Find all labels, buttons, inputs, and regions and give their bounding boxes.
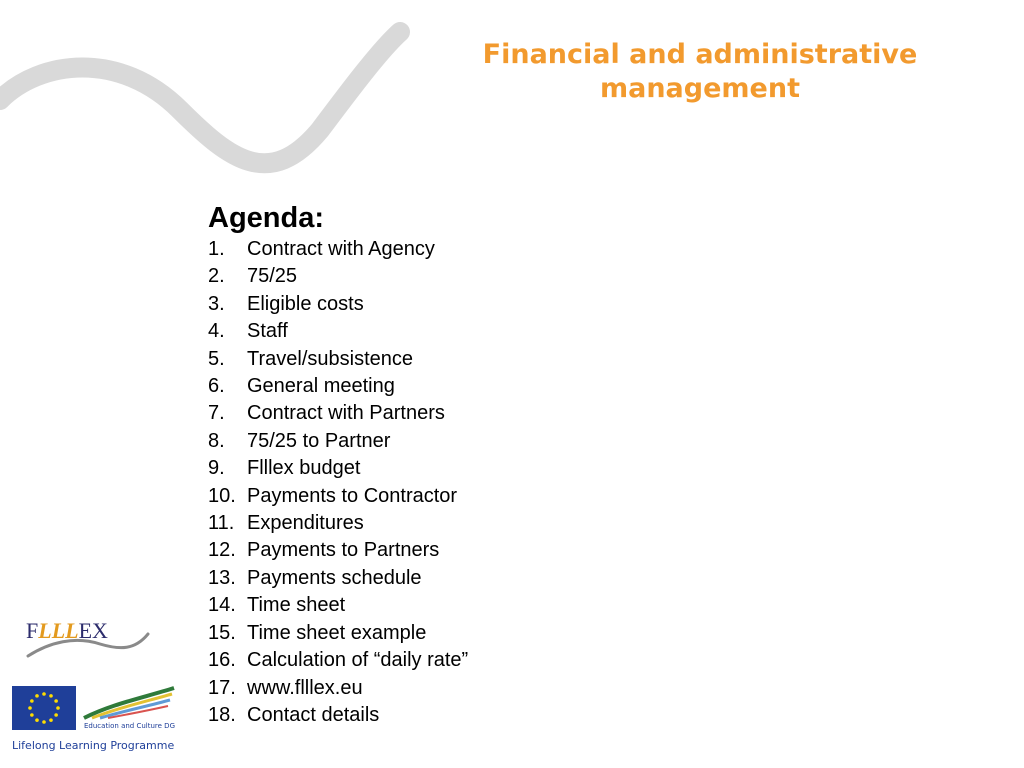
agenda-list [208, 236, 468, 729]
agenda-item-number: 15. [208, 621, 236, 644]
agenda-item-text: 75/25 [247, 265, 298, 288]
agenda-item-text: Staff [247, 320, 288, 343]
agenda-item [208, 263, 468, 290]
agenda-item-text: Time sheet example [247, 621, 427, 644]
agenda-item [208, 400, 468, 427]
agenda-section [208, 200, 468, 729]
agenda-item-text: Travel/subsistence [247, 347, 413, 370]
llp-caption: Lifelong Learning Programme [12, 739, 175, 752]
agenda-item [208, 702, 468, 729]
page-title [440, 38, 960, 106]
agenda-item-number: 14. [208, 594, 236, 617]
agenda-item [208, 291, 468, 318]
flllex-f: F [26, 618, 39, 643]
agenda-item [208, 620, 468, 647]
agenda-item [208, 455, 468, 482]
agenda-item-text: General meeting [247, 375, 395, 398]
dg-caption: Education and Culture DG [84, 722, 175, 730]
flllex-logo [20, 612, 160, 662]
agenda-item-number: 11. [208, 512, 235, 535]
agenda-item-number: 6. [208, 375, 225, 398]
agenda-item-number: 2. [208, 265, 225, 288]
agenda-item-number: 7. [208, 402, 225, 425]
agenda-item [208, 537, 468, 564]
agenda-item-text: Expenditures [247, 512, 364, 535]
agenda-item [208, 346, 468, 373]
agenda-item-number: 12. [208, 539, 236, 562]
agenda-item-number: 17. [208, 676, 236, 699]
agenda-item [208, 565, 468, 592]
agenda-item-text: Flllex budget [247, 457, 361, 480]
agenda-item-text: Payments schedule [247, 566, 422, 589]
title-line-2: management [599, 73, 800, 104]
agenda-item-number: 9. [208, 457, 225, 480]
agenda-item [208, 510, 468, 537]
agenda-item [208, 675, 468, 702]
agenda-item-text: Calculation of “daily rate” [247, 649, 469, 672]
agenda-item-number: 8. [208, 429, 225, 452]
agenda-item-text: Payments to Contractor [247, 484, 458, 507]
flllex-ex: EX [78, 618, 108, 643]
agenda-item-text: www.flllex.eu [247, 676, 363, 699]
agenda-item-number: 10. [208, 484, 236, 507]
agenda-item [208, 592, 468, 619]
agenda-item-text: Contract with Agency [247, 238, 435, 260]
agenda-item-text: Time sheet [247, 594, 346, 617]
agenda-item [208, 428, 468, 455]
flllex-lll: LLL [38, 618, 79, 643]
eu-flag-icon [12, 686, 76, 730]
agenda-item-text: Eligible costs [247, 292, 364, 315]
agenda-item-number: 4. [208, 320, 225, 343]
agenda-heading: Agenda: [208, 202, 324, 234]
agenda-item [208, 483, 468, 510]
agenda-item-text: Contract with Partners [247, 402, 445, 425]
title-line-1: Financial and administrative [482, 39, 918, 70]
agenda-item-number: 3. [208, 292, 225, 315]
agenda-item-text: 75/25 to Partner [247, 429, 391, 452]
agenda-item [208, 236, 468, 263]
agenda-item-number: 18. [208, 703, 236, 726]
agenda-item-text: Payments to Partners [247, 539, 440, 562]
decorative-swoosh [0, 0, 420, 200]
agenda-item-number: 16. [208, 649, 236, 672]
flllex-wordmark [26, 618, 108, 644]
agenda-item-text: Contact details [247, 703, 380, 726]
agenda-item-number: 5. [208, 347, 225, 370]
agenda-item [208, 318, 468, 345]
agenda-item [208, 647, 468, 674]
agenda-item-number: 1. [208, 238, 225, 260]
agenda-item-number: 13. [208, 566, 236, 589]
agenda-item [208, 373, 468, 400]
